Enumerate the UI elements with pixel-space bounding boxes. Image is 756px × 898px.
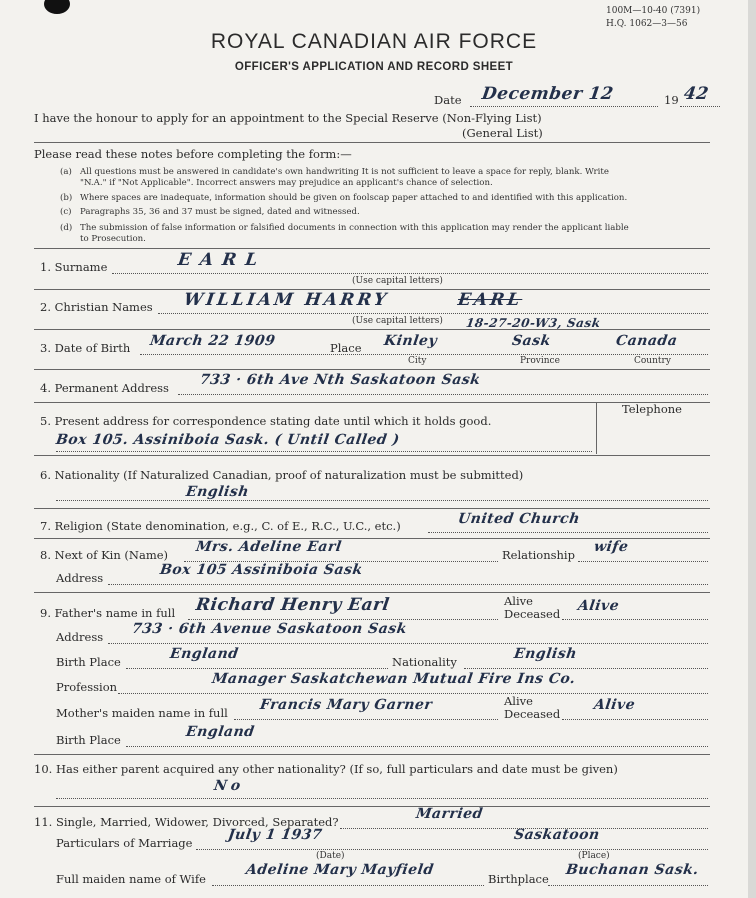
- note-a-line1: All questions must be answered in candidate's own handwriting It is not sufficient to leave a space for reply, blank. Write: [80, 167, 609, 177]
- mother-name-value: Francis Mary Garner: [258, 697, 434, 713]
- surname-caption: (Use capital letters): [352, 276, 443, 286]
- birth-country: Canada: [614, 333, 679, 349]
- father-deceased-label: Deceased: [504, 607, 561, 621]
- telephone-label: Telephone: [622, 402, 682, 416]
- birth-city-caption: City: [408, 356, 427, 366]
- general-list: (General List): [462, 126, 543, 140]
- present-address-value: Box 105. Assiniboia Sask. ( Until Called ): [54, 432, 401, 448]
- note-d-line2: to Prosecution.: [80, 234, 146, 244]
- marriage-place-caption: (Place): [578, 851, 610, 861]
- father-nationality-value: English: [512, 646, 578, 662]
- nationality-label: 6. Nationality (If Naturalized Canadian, proof of naturalization must be submitted): [40, 468, 524, 482]
- marriage-place-value: Saskatoon: [512, 827, 601, 843]
- marriage-date-value: July 1 1937: [226, 827, 324, 843]
- birth-country-caption: Country: [634, 356, 671, 366]
- next-of-kin-value: Mrs. Adeline Earl: [194, 539, 343, 555]
- wife-name-label: Full maiden name of Wife: [56, 872, 206, 886]
- note-d-mark: (d): [60, 223, 73, 233]
- birth-city: Kinley: [382, 333, 439, 349]
- marriage-date-caption: (Date): [316, 851, 345, 861]
- note-a-mark: (a): [60, 167, 72, 177]
- marital-label: 11. Single, Married, Widower, Divorced, Separated?: [34, 815, 339, 829]
- marriage-particulars-label: Particulars of Marriage: [56, 836, 193, 850]
- birth-place-label: Place: [330, 341, 362, 355]
- religion-value: United Church: [456, 511, 581, 527]
- mother-deceased-label: Deceased: [504, 707, 561, 721]
- relationship-value: wife: [592, 539, 630, 555]
- surname-value: EARL: [176, 250, 268, 270]
- birth-date-label: 3. Date of Birth: [40, 341, 131, 355]
- wife-name-value: Adeline Mary Mayfield: [244, 862, 435, 878]
- note-a-line2: "N.A." if "Not Applicable". Incorrect answers may prejudice an applicant's chance of selection.: [80, 178, 493, 188]
- form-subtitle: OFFICER'S APPLICATION AND RECORD SHEET: [234, 61, 514, 73]
- parent-nationality-label: 10. Has either parent acquired any other nationality? (If so, full particulars and date must be given): [34, 762, 618, 776]
- date-value: December 12: [480, 84, 615, 104]
- father-address-label: Address: [56, 630, 104, 644]
- mother-alive-label: Alive: [504, 694, 533, 708]
- birth-date-value: March 22 1909: [148, 333, 277, 349]
- kin-address-label: Address: [56, 571, 104, 585]
- christian-names-label: 2. Christian Names: [40, 300, 153, 314]
- intro-text: I have the honour to apply for an appointment to the Special Reserve (Non-Flying List): [34, 111, 542, 125]
- surname-label: 1. Surname: [40, 260, 108, 274]
- parent-nationality-value: No: [212, 778, 246, 794]
- religion-label: 7. Religion (State denomination, e.g., C. of E., R.C., U.C., etc.): [40, 519, 401, 533]
- punch-hole: [44, 0, 70, 14]
- kin-address-value: Box 105 Assiniboia Sask: [158, 562, 364, 578]
- father-profession-label: Profession: [56, 680, 118, 694]
- mother-name-label: Mother's maiden name in full: [56, 706, 228, 720]
- christian-names-struck: EARL: [456, 290, 524, 310]
- christian-names-caption: (Use capital letters): [352, 316, 443, 326]
- father-birthplace-label: Birth Place: [56, 655, 121, 669]
- year-value: 42: [682, 84, 711, 104]
- form-title: ROYAL CANADIAN AIR FORCE: [210, 30, 538, 53]
- year-prefix: 19: [664, 93, 679, 107]
- father-address-value: 733 · 6th Avenue Saskatoon Sask: [130, 621, 409, 637]
- birth-province-caption: Province: [520, 356, 560, 366]
- wife-birthplace-value: Buchanan Sask.: [564, 862, 700, 878]
- permanent-address-value: 733 · 6th Ave Nth Saskatoon Sask: [198, 372, 482, 388]
- father-name-value: Richard Henry Earl: [194, 595, 391, 615]
- permanent-address-label: 4. Permanent Address: [40, 381, 169, 395]
- note-c-line1: Paragraphs 35, 36 and 37 must be signed, dated and witnessed.: [80, 207, 360, 217]
- christian-names-value: WILLIAM HARRY: [182, 290, 391, 310]
- form-code-1: 100M—10-40 (7391): [606, 6, 701, 16]
- date-label: Date: [434, 93, 462, 107]
- note-c-mark: (c): [60, 207, 72, 217]
- father-nationality-label: Nationality: [392, 655, 457, 669]
- father-name-label: 9. Father's name in full: [40, 606, 176, 620]
- marital-value: Married: [414, 806, 484, 822]
- mother-birthplace-label: Birth Place: [56, 733, 121, 747]
- mother-status-value: Alive: [592, 697, 637, 713]
- wife-birthplace-label: Birthplace: [488, 872, 549, 886]
- father-birthplace-value: England: [168, 646, 240, 662]
- nationality-value: English: [184, 484, 250, 500]
- father-profession-value: Manager Saskatchewan Mutual Fire Ins Co.: [210, 671, 577, 687]
- relationship-label: Relationship: [502, 548, 575, 562]
- father-alive-label: Alive: [504, 594, 533, 608]
- father-status-value: Alive: [576, 598, 621, 614]
- form-code-2: H.Q. 1062—3—56: [606, 19, 688, 29]
- mother-birthplace-value: England: [184, 724, 256, 740]
- notes-heading: Please read these notes before completing the form:—: [34, 147, 352, 161]
- note-b-mark: (b): [60, 193, 73, 203]
- birth-province: Sask: [510, 333, 552, 349]
- birth-annotation: 18-27-20-W3, Sask: [465, 316, 602, 330]
- note-d-line1: The submission of false information or falsified documents in connection with this application may render the applicant liable: [80, 223, 629, 233]
- next-of-kin-label: 8. Next of Kin (Name): [40, 548, 169, 562]
- present-address-label: 5. Present address for correspondence stating date until which it holds good.: [40, 414, 492, 428]
- note-b-line1: Where spaces are inadequate, information should be given on foolscap paper attached to and identified with this application.: [80, 193, 628, 203]
